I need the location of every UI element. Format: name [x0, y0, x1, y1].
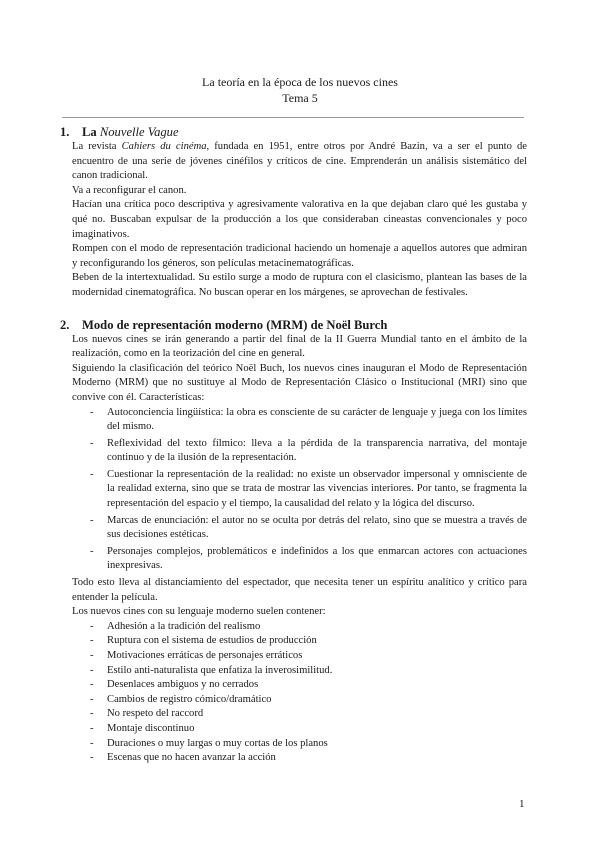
list-item: - Duraciones o muy largas o muy cortas de los planos	[90, 737, 328, 749]
section-2-title: Modo de representación moderno (MRM) de Noël Burch	[82, 317, 388, 332]
list-item: - Escenas que no hacen avanzar la acción	[90, 752, 276, 764]
section-1-paragraph-1: La revista Cahiers du cinéma, fundada en 1951, entre otros por André Bazin, va a ser el punto de encuentro de una serie de jóvenes cinéfilos y críticos de cine. Emprenderán un análisis sistemático del canon tradicional.	[72, 141, 527, 182]
list-item: - Cuestionar la representación de la realidad: no existe un observador impersonal y omnisciente de la realidad externa, sino que se trata de mostrar las vivencias interiores. Por tanto, se fragmenta la representación del espacio y el tiempo, la causalidad del relato y la lógica del discurso.	[90, 468, 527, 510]
list-item: - Estilo anti-naturalista que enfatiza la inverosimilitud.	[90, 664, 333, 676]
list-item: - Ruptura con el sistema de estudios de producción	[90, 635, 317, 647]
list-item: - Desenlaces ambiguos y no cerrados	[90, 679, 259, 691]
section-1-paragraph-5: Beben de la intertextualidad. Su estilo surge a modo de ruptura con el clasicismo, plantean las bases de la modernidad cinematográfica. No buscan operar en los márgenes, se aprovechan de festivales.	[72, 272, 527, 298]
section-1-paragraph-4: Rompen con el modo de representación tradicional haciendo un homenaje a aquellos autores que admiran y reconfigurando los géneros, son películas metacinematográficas.	[72, 243, 527, 269]
section-1-heading	[60, 124, 515, 140]
section-1-title: La Nouvelle Vague	[82, 125, 179, 139]
section-2-heading	[60, 317, 515, 333]
list-item: - Reflexividad del texto fílmico: lleva a la pérdida de la transparencia narrativa, del montaje continuo y de la ilusión de la representación.	[90, 437, 527, 464]
list-item: - Autoconciencia lingüística: la obra es consciente de su carácter de lenguaje y juega con los límites del mismo.	[90, 406, 527, 433]
section-1-number: 1.	[60, 125, 70, 139]
document-header	[0, 74, 600, 106]
section-2-paragraph-1: Los nuevos cines se irán generando a partir del final de la II Guerra Mundial tanto en el ámbito de la realización, como en la teorización del cine en general.	[72, 333, 527, 360]
section-1-paragraph-2: Va a reconfigurar el canon.	[72, 184, 187, 196]
list-item: - No respeto del raccord	[90, 708, 204, 720]
list-item: - Motivaciones erráticas de personajes erráticos	[90, 650, 303, 661]
section-2-paragraph-2: Siguiendo la clasificación del teórico Noël Buch, los nuevos cines inauguran el Modo de Representación Moderno (MRM) que no sustituye al Modo de Representación Clásico o Institucional (MRI) sino que convive con él. Características:	[72, 362, 527, 403]
list-item: - Montaje discontinuo	[90, 722, 195, 734]
characteristics-list	[72, 406, 527, 575]
list-item: - Adhesión a la tradición del realismo	[90, 620, 261, 632]
header-divider	[62, 117, 524, 118]
document-body	[60, 124, 527, 766]
list-item: - Marcas de enunciación: el autor no se oculta por detrás del relato, sino que se muestra a través de sus decisiones estéticas.	[90, 514, 527, 541]
section-2-paragraph-3: Todo esto lleva al distanciamiento del espectador, que necesita tener un espíritu analítico y crítico para entender la película.	[72, 577, 527, 603]
list-item: - Cambios de registro cómico/dramático	[90, 693, 272, 705]
features-list	[72, 620, 527, 766]
list-item: - Personajes complejos, problemáticos e indefinidos a los que enmarcan actores con actuaciones inexpresivas.	[90, 545, 527, 572]
section-2-paragraph-4: Los nuevos cines con su lenguaje moderno suelen contener:	[72, 606, 326, 618]
section-2-number: 2.	[60, 317, 70, 332]
document-title: La teoría en la época de los nuevos cines	[202, 75, 398, 89]
page-number: 1	[519, 798, 525, 810]
section-1-paragraph-3: Hacían una crítica poco descriptiva y agresivamente valorativa en la que dejaban claro qué les gustaba y qué no. Buscaban expulsar de la producción a los que consideraban cineastas convencionales y poco imaginativos.	[72, 199, 527, 240]
document-subtitle: Tema 5	[282, 91, 318, 105]
